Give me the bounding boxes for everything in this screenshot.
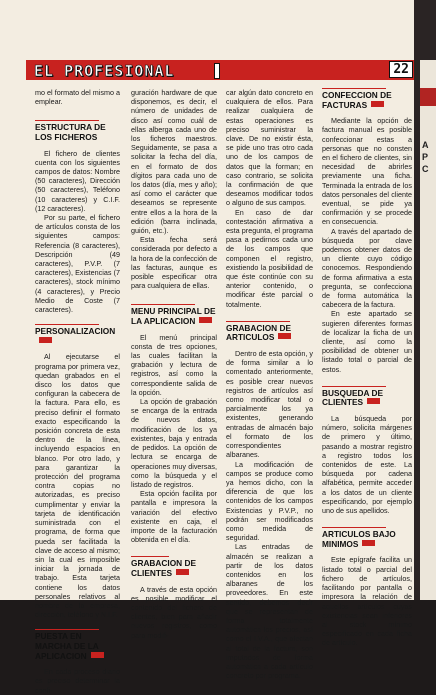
paragraph: El fichero de clientes cuenta con los siguientes campos de datos: Nombre (50 caracteres), Dirección (50 caracteres), Teléfono (10 caracteres) y C.I.F. (12 caracteres).: [35, 148, 120, 213]
page-number: 22: [389, 61, 413, 78]
heading-text: PUESTA EN MARCHA DE LA APLICACION: [35, 631, 99, 661]
paragraph: En este apartado se sugieren diferentes formas de localizar la ficha de un cliente, así como la posibilidad de obtener un listado total o parcial de estos.: [322, 309, 412, 374]
paragraph: Mediante la opción de factura manual es posible confeccionar estas a personas que no consten en el fichero de clientes, sin necesidad de abrirles previamente una ficha. Terminada la entrada de los datos personales del cliente eventual, se pide ya confirmación y se procede en consecuencia.: [322, 116, 412, 227]
section-title: EL PROFESIONAL: [34, 62, 175, 80]
heading-marker: [91, 652, 104, 658]
section-heading: [322, 88, 412, 110]
heading-rule: [131, 304, 195, 305]
paragraph: Al ejecutarse el programa por primera vez, quedan grabados en el disco los datos que configuran la cabecera de la factura. Para ello, es preciso definir el formato exacto especificando la posición concreta de esta dentro de la línea, incluyendo espacios en blanco. Por otro lado, y para garantizar la protección del programa contra copias no autorizadas, es preciso cumplimentar y enviar la tarjeta de identificación suministrada con el programa, de forma que pueda ser facilitada la clave de acceso al mismo; sin la cual es imposible iniciar la jornada de trabajo. Esta tarjeta contiene los datos personales relativos al nombre de la empresa, dirección, teléfono y N.I.F.: [35, 352, 120, 620]
heading-marker: [278, 333, 291, 339]
heading-rule: [322, 88, 386, 89]
paragraph: guración hardware de que disponemos, es decir, el número de unidades de disco así como cuál de ellas alberga cada uno de los ficheros maestros. Seguidamente, se pasa a solicitar la fecha del día, en el formato de dos dígitos para cada uno de los datos (día, mes y año); así como el carácter que deseamos se represente entre ellos a la hora de la edición (barra inclinada, guión, etc.).: [131, 88, 217, 236]
heading-rule: [35, 324, 99, 325]
section-heading: [35, 324, 120, 346]
paragraph: En cada proceso diario es preciso determinar la confi-: [35, 667, 120, 695]
paragraph: Esta fecha será considerada por defecto a la hora de la confección de las facturas, aunque es posible especificar otra para cualquiera de ellas.: [131, 235, 217, 291]
heading-text: MENU PRINCIPAL DE LA APLICACION: [131, 306, 216, 327]
column-3: [226, 88, 313, 680]
paragraph: car algún dato concreto en cualquiera de ellos. Para realizar cualquiera de estas operaciones es preciso suministrar la clave. De no existir ésta, se pide uno tras otro cada uno de los campos de datos que la forman; en caso contrario, se solicita la confirmación de que deseamos modificar todos o alguno de sus campos.: [226, 88, 313, 208]
paragraph: La opción de grabación se encarga de la entrada de nuevos datos, modificación de los ya existentes, baja y entrada de pedidos. La opción de lectura se encarga de operaciones muy diversas, como la búsqueda y el listado de registros.: [131, 397, 217, 489]
heading-text: GRABACION DE CLIENTES: [131, 558, 196, 578]
section-heading: [322, 386, 412, 408]
column-1: [35, 88, 120, 695]
heading-marker: [176, 569, 189, 575]
adjacent-letter: C: [422, 164, 429, 174]
heading-text: ESTRUCTURA DE LOS FICHEROS: [35, 122, 106, 142]
paragraph: Por su parte, el fichero de artículos consta de los siguientes campos: Referencia (8 caracteres), Descripción (49 caracteres), P.V.P. (7 caracteres), Existencias (7 caracteres), stock mínimo (4 caracteres), y Precio Medio de Coste (7 caracteres).: [35, 213, 120, 315]
section-heading: [131, 304, 217, 326]
adjacent-letter: A: [422, 140, 429, 150]
adjacent-header-block: [420, 88, 436, 106]
paragraph: La modificación de campos se produce como ya hemos dicho, con la diferencia de que los contenidos de los campos Existencias y P.V.P., no podrán ser modificados como medida de seguridad.: [226, 459, 313, 543]
heading-rule: [226, 321, 290, 322]
heading-rule: [35, 120, 99, 121]
column-2: [131, 88, 217, 640]
adjacent-letter: P: [422, 152, 429, 162]
heading-rule: [131, 556, 169, 557]
heading-marker: [362, 540, 375, 546]
section-heading: [35, 629, 120, 661]
heading-text: CONFECCION DE FACTURAS: [322, 90, 392, 110]
paragraph: En caso de dar contestación afirmativa a esta pregunta, el programa pasa a pedirnos cada uno de los campos que componen el registro, existiendo la posibilidad de que éste continúe con su anterior contenido, o modificar éste parcial o totalmente.: [226, 207, 313, 309]
column-4: [322, 88, 412, 648]
heading-rule: [322, 386, 386, 387]
section-heading: [226, 321, 313, 343]
paragraph: La búsqueda por número, solicita márgenes de primero y último, pasando a mostrar registro a registro todos los contenidos de este. La búsqueda por cadena alfabética, permite acceder a los datos de un cliente especificando, por ejemplo uno de sus apellidos.: [322, 414, 412, 516]
heading-rule: [35, 629, 99, 630]
adjacent-page-edge: [420, 60, 436, 600]
heading-marker: [199, 317, 212, 323]
paragraph: Este epígrafe facilita un listado total o parcial del fichero de artículos, facilitando por pantalla o impresora la relación de aquellos artículos cuyas existencias sean inferiores al stock mínimo especificado en cada ficha de artículo.: [322, 555, 412, 648]
section-header: [26, 60, 416, 80]
heading-text: PERSONALIZACION: [35, 326, 116, 337]
paragraph: A través de esta opción es posible modificar el contenido del fichero de clientes, bien para añadir nuevos registros, como para modifi-: [131, 584, 217, 640]
paragraph: El menú principal consta de tres opciones, las cuales facilitan la grabación y lectura de registros, así como la correspondiente salida de la opción.: [131, 332, 217, 397]
header-divider: [214, 63, 220, 79]
heading-marker: [371, 101, 384, 107]
heading-text: ARTICULOS BAJO MINIMOS: [322, 529, 396, 549]
heading-text: GRABACION DE ARTICULOS: [226, 322, 291, 343]
paragraph: Dentro de esta opción, y de forma similar a lo comentado anteriormente, es posible crear nuevos registros de artículos así como modificar total o parcialmente los ya existentes, generando entradas de almacén bajo el formato de los correspondientes albaranes.: [226, 349, 313, 460]
paragraph: Esta opción facilita por pantalla e impresora la variación del efectivo existente en caja, el importe de la facturación obtenida en el día.: [131, 489, 217, 545]
heading-text: BUSQUEDA DE CLIENTES: [322, 387, 384, 408]
paragraph: Las entradas de almacén se realizan a partir de los datos contenidos en los albaranes de los proveedores. En este sentido, debemos decir que se representan de forma totalmente automática los precios, así como el I.V.A., que afectan al total de la factura, son imputados de forma automática a cada artículo concreto por programa.: [226, 542, 313, 681]
paragraph: mo el formato del mismo a emplear.: [35, 88, 120, 107]
paragraph: A través del apartado de búsqueda por clave podemos obtener datos de un cliente cuyo código conocemos. Respondiendo de forma afirmativa a esta pregunta, se confecciona de forma automática la cabecera de la factura.: [322, 226, 412, 310]
section-heading: [322, 527, 412, 549]
section-heading: [35, 120, 120, 142]
heading-marker: [39, 337, 52, 343]
section-heading: [131, 556, 217, 578]
heading-rule: [322, 527, 386, 528]
heading-marker: [367, 398, 380, 404]
